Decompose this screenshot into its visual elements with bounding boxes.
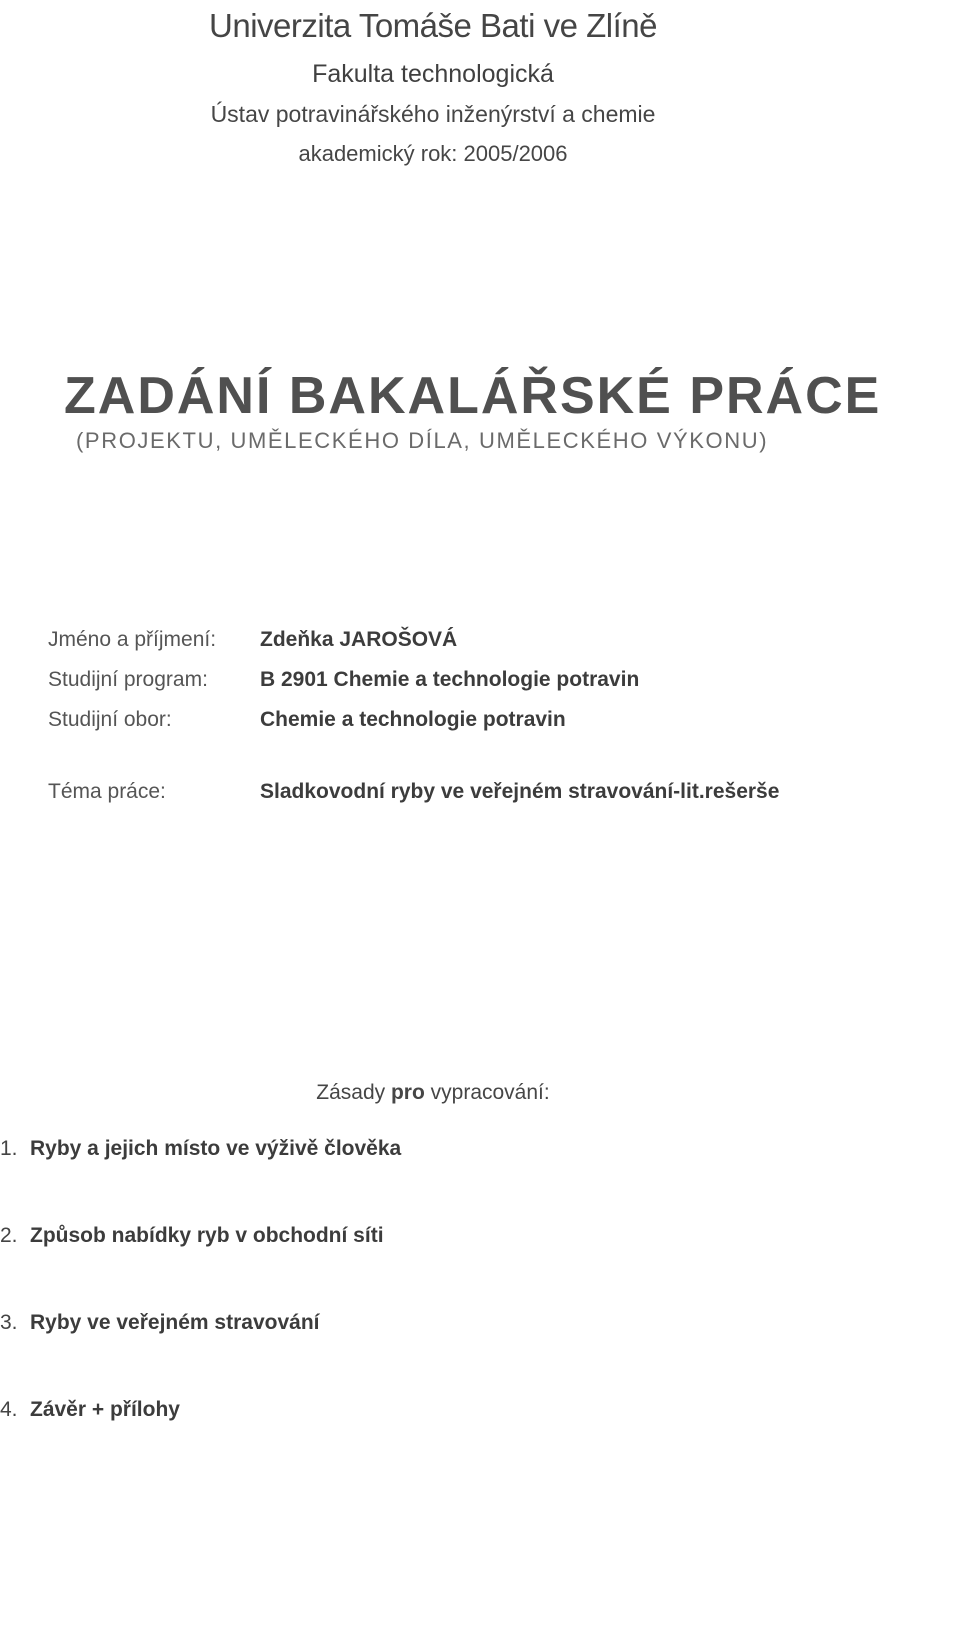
program-value: B 2901 Chemie a technologie potravin [260, 668, 640, 691]
guidelines-list [0, 1134, 860, 1482]
list-item-text: Ryby a jejich místo ve výživě člověka [30, 1137, 402, 1160]
document-header [0, 6, 866, 169]
list-item-text: Způsob nabídky ryb v obchodní síti [30, 1224, 384, 1247]
document-subtitle: (PROJEKTU, UMĚLECKÉHO DÍLA, UMĚLECKÉHO VÝKONU) [76, 428, 769, 453]
field-value: Chemie a technologie potravin [260, 708, 566, 731]
program-label: Studijní program: [48, 668, 208, 691]
document-title: ZADÁNÍ BAKALÁŘSKÉ PRÁCE [64, 367, 882, 425]
academic-year: akademický rok: 2005/2006 [298, 141, 568, 166]
list-item [0, 1308, 860, 1338]
name-value: Zdeňka JAROŠOVÁ [260, 628, 458, 651]
guidelines-heading [0, 1078, 866, 1108]
list-item-text: Ryby ve veřejném stravování [30, 1311, 320, 1334]
field-label: Studijní obor: [48, 708, 172, 731]
guidelines-heading-bold: pro [390, 1081, 425, 1104]
list-item [0, 1221, 860, 1251]
guidelines-heading-prefix: Zásady [316, 1081, 386, 1104]
name-label: Jméno a příjmení: [48, 628, 217, 651]
list-item-number: 1. [0, 1137, 18, 1160]
list-item [0, 1134, 860, 1164]
guidelines-heading-suffix: vypracování: [430, 1081, 550, 1104]
info-row-field [48, 705, 908, 735]
topic-label: Téma práce: [48, 780, 166, 803]
student-info [48, 625, 908, 817]
university-name: Univerzita Tomáše Bati ve Zlíně [209, 7, 657, 44]
topic-value: Sladkovodní ryby ve veřejném stravování-lit.rešerše [260, 780, 780, 803]
info-row-program [48, 665, 908, 695]
info-row-topic [48, 777, 908, 807]
institute-name: Ústav potravinářského inženýrství a chemie [210, 101, 656, 127]
list-item-number: 4. [0, 1398, 18, 1421]
list-item-number: 3. [0, 1311, 18, 1334]
faculty-name: Fakulta technologická [312, 60, 554, 88]
title-block [64, 366, 882, 456]
list-item-text: Závěr + přílohy [30, 1398, 180, 1421]
info-row-name [48, 625, 908, 655]
list-item [0, 1395, 860, 1425]
list-item-number: 2. [0, 1224, 18, 1247]
